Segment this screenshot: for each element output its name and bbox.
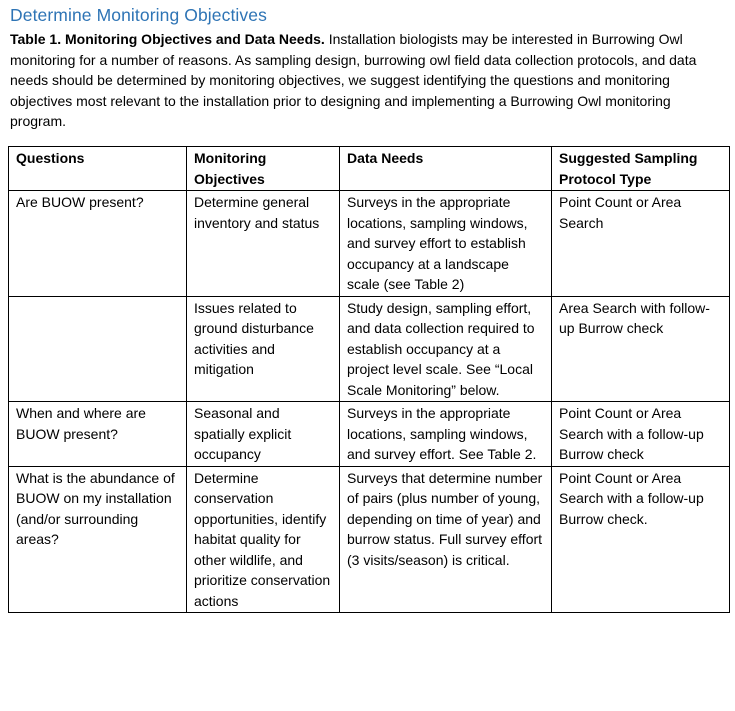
cell-question: What is the abundance of BUOW on my installation (and/or surrounding areas? [9,466,187,613]
document-page [10,4,728,132]
header-monitoring-objectives: Monitoring Objectives [187,147,340,191]
cell-protocol: Area Search with follow-up Burrow check [552,296,730,402]
table-caption [10,29,728,132]
table-row [9,466,730,613]
table-row [9,296,730,402]
cell-data-needs: Surveys in the appropriate locations, sampling windows, and survey effort. See Table 2. [340,402,552,467]
cell-objective: Determine general inventory and status [187,191,340,297]
table-row [9,191,730,297]
cell-objective: Determine conservation opportunities, identify habitat quality for other wildlife, and prioritize conservation actions [187,466,340,613]
monitoring-objectives-table [8,146,730,613]
cell-data-needs: Study design, sampling effort, and data collection required to establish occupancy at a project level scale. See “Local Scale Monitoring” below. [340,296,552,402]
cell-data-needs: Surveys in the appropriate locations, sampling windows, and survey effort to establish occupancy at a landscape scale (see Table 2) [340,191,552,297]
table-caption-title: Table 1. Monitoring Objectives and Data Needs. [10,31,325,47]
cell-data-needs: Surveys that determine number of pairs (plus number of young, depending on time of year) and burrow status. Full survey effort (3 visits/season) is critical. [340,466,552,613]
header-data-needs: Data Needs [340,147,552,191]
table-caption-text: Installation biologists may be interested in Burrowing Owl monitoring for a number of reasons. As sampling design, burrowing owl field data collection protocols, and data needs should be determined by monitoring objectives, we suggest identifying the questions and monitoring objectives most relevant to the installation prior to designing and implementing a Burrowing Owl monitoring program. [10,31,697,129]
cell-question: When and where are BUOW present? [9,402,187,467]
cell-protocol: Point Count or Area Search with a follow-up Burrow check [552,402,730,467]
section-heading: Determine Monitoring Objectives [10,5,267,25]
table-row [9,402,730,467]
table-header-row [9,147,730,191]
cell-question: Are BUOW present? [9,191,187,297]
cell-objective: Issues related to ground disturbance activities and mitigation [187,296,340,402]
cell-objective: Seasonal and spatially explicit occupancy [187,402,340,467]
cell-protocol: Point Count or Area Search [552,191,730,297]
header-suggested-protocol: Suggested Sampling Protocol Type [552,147,730,191]
cell-protocol: Point Count or Area Search with a follow-up Burrow check. [552,466,730,613]
cell-question [9,296,187,402]
header-questions: Questions [9,147,187,191]
